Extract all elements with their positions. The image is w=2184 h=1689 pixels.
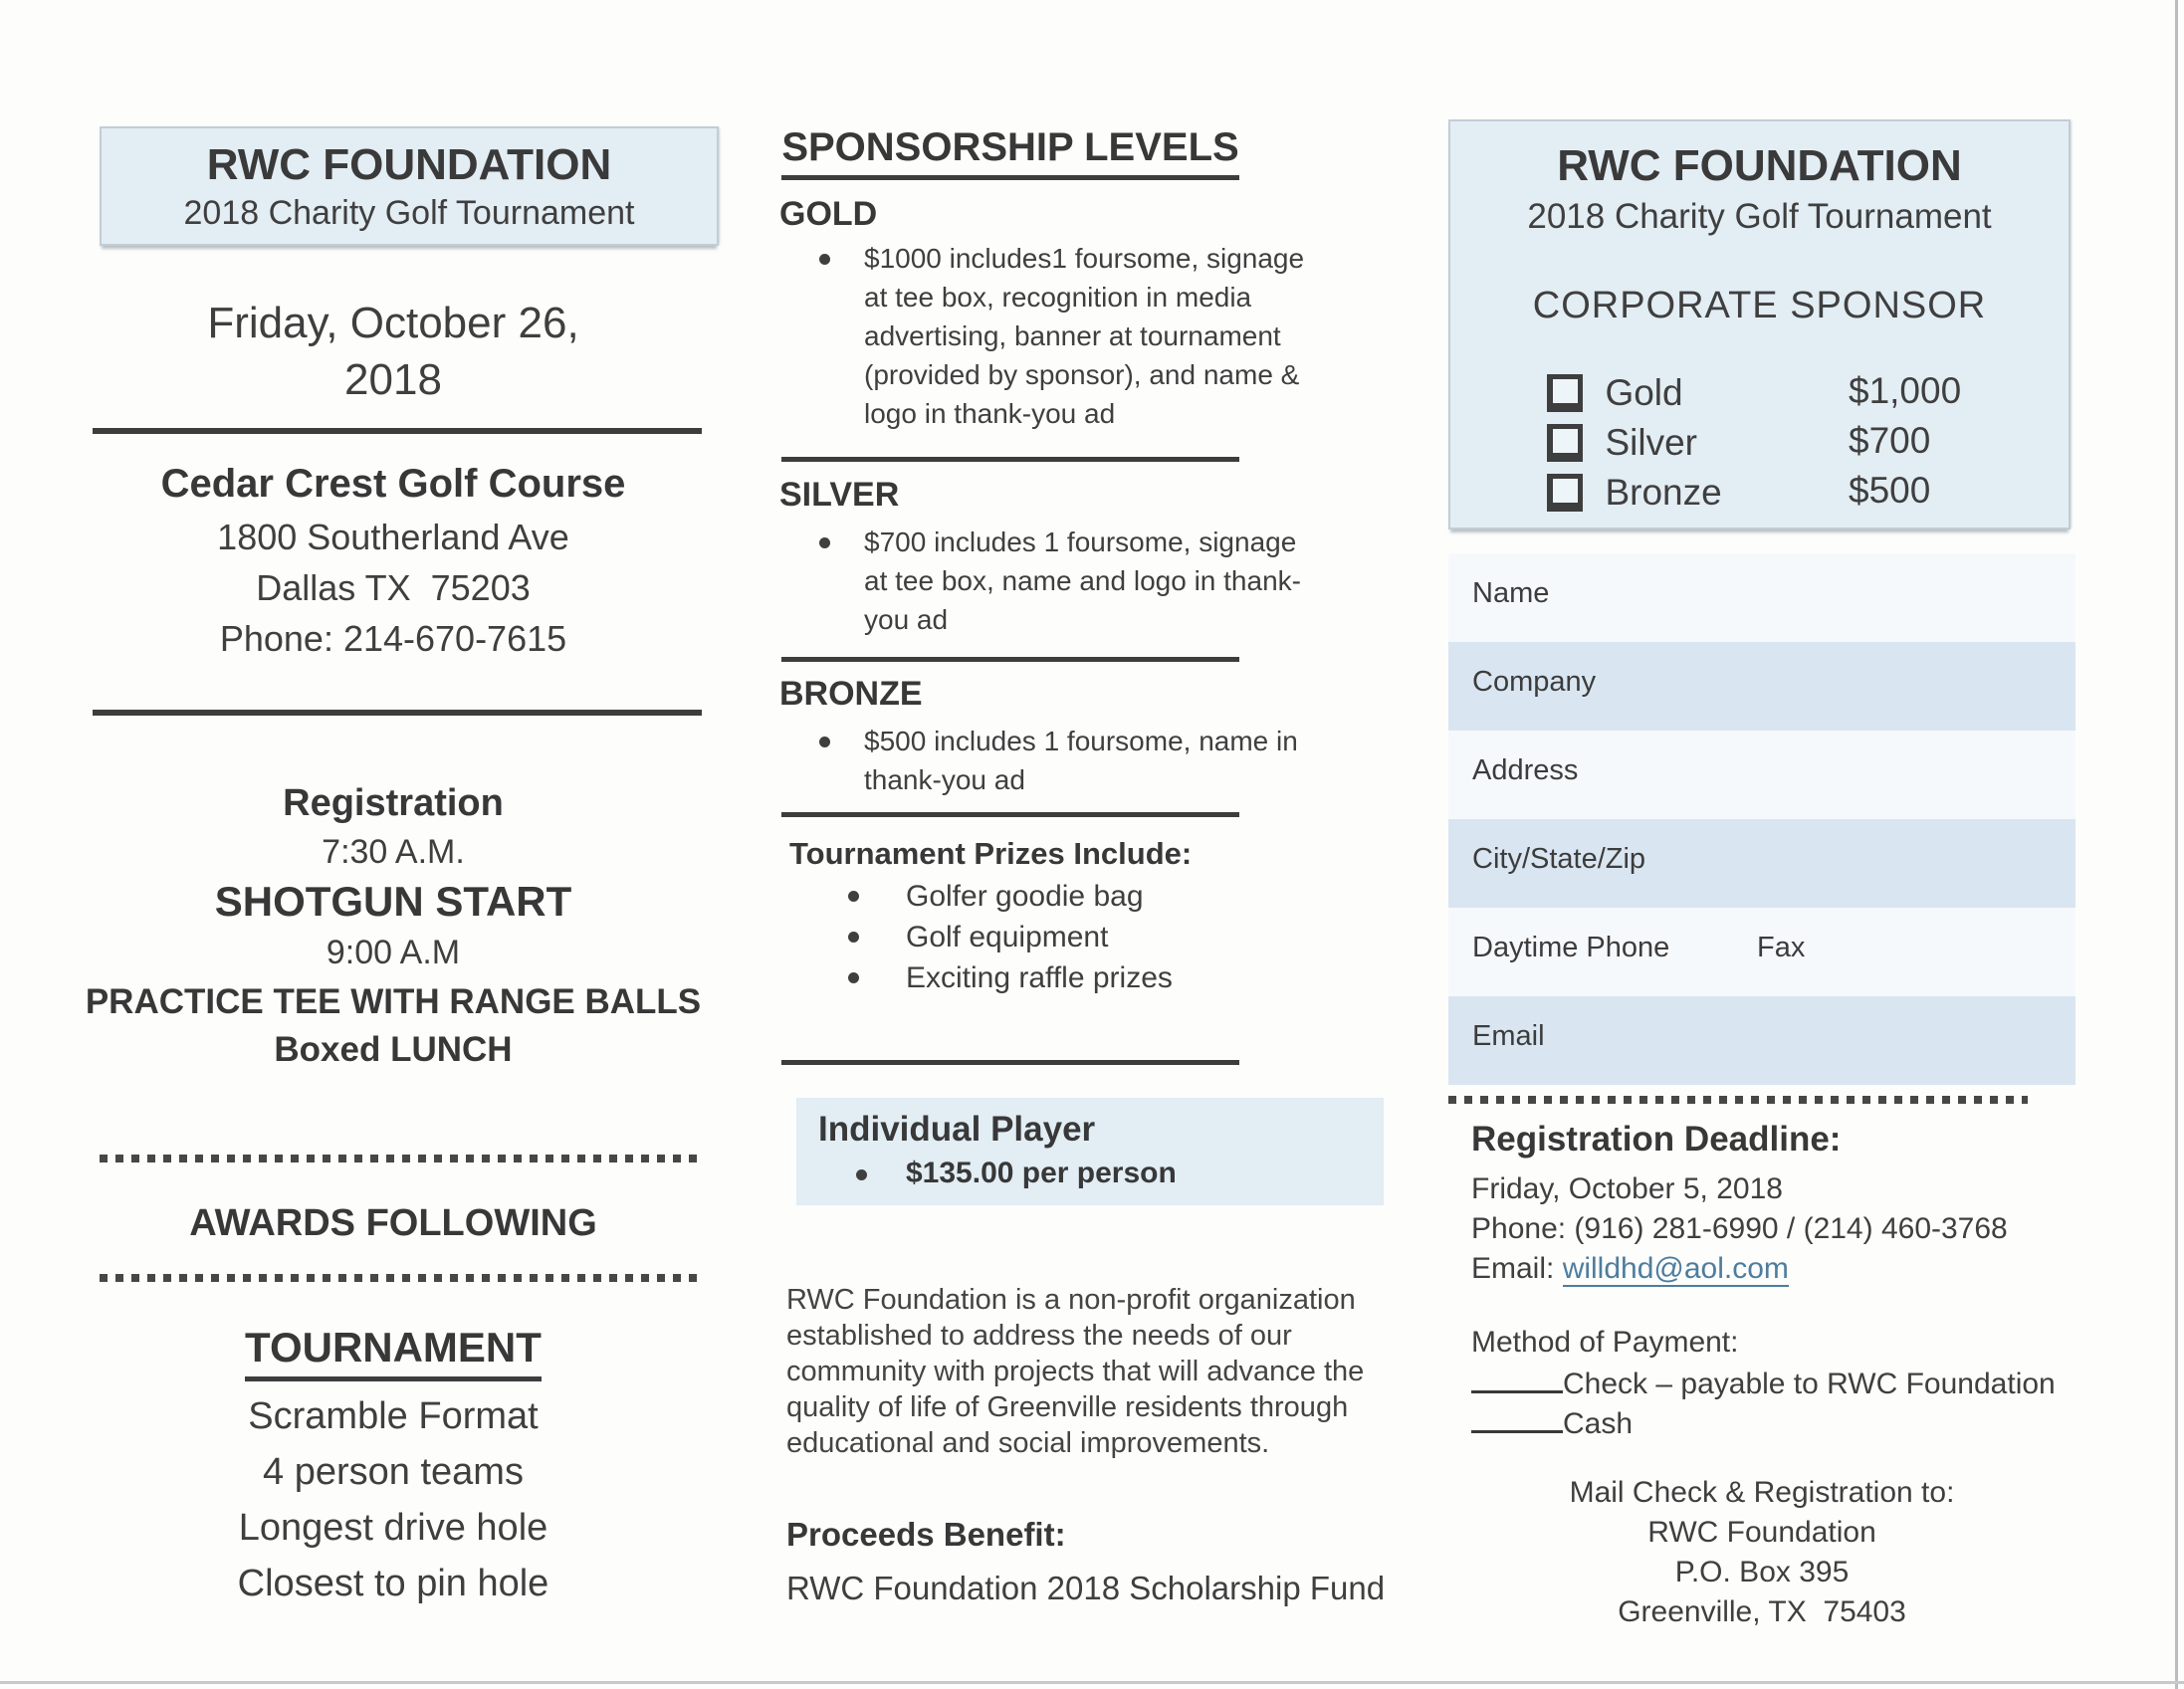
mail-block	[1448, 1473, 2075, 1632]
tournament-block	[70, 1324, 717, 1605]
boxed-lunch-line: Boxed LUNCH	[274, 1030, 513, 1069]
deadline-title: Registration Deadline:	[1471, 1120, 1842, 1159]
sponsor-option-bronze	[1547, 472, 1722, 514]
divider	[781, 457, 1239, 462]
event-date-line2: 2018	[344, 355, 442, 404]
venue-name: Cedar Crest Golf Course	[160, 462, 626, 506]
form-field-fax-label: Fax	[1757, 932, 1806, 963]
gold-line: logo in thank-you ad	[864, 398, 1116, 429]
corporate-sponsor-box	[1448, 119, 2071, 529]
awards-following: AWARDS FOLLOWING	[189, 1202, 597, 1244]
registration-form	[1448, 553, 2075, 1085]
mail-line: Greenville, TX 75403	[1618, 1595, 1906, 1628]
corporate-heading: CORPORATE SPONSOR	[1532, 285, 1987, 326]
form-field-label: Daytime Phone	[1472, 932, 1670, 963]
bronze-details	[864, 722, 1298, 799]
sponsorship-title-wrap	[781, 125, 1239, 180]
bronze-line: $500 includes 1 foursome, name in	[864, 726, 1298, 756]
venue-address2: Dallas TX 75203	[256, 567, 531, 608]
gold-line: $1000 includes1 foursome, signage	[864, 243, 1305, 274]
event-date-line1: Friday, October 26,	[207, 299, 579, 347]
divider	[781, 657, 1239, 662]
shotgun-time: 9:00 A.M	[326, 934, 461, 971]
silver-heading: SILVER	[779, 476, 900, 514]
form-field-address[interactable]	[1448, 731, 2075, 819]
about-line: quality of life of Greenville residents through	[786, 1391, 1349, 1423]
mail-line: Mail Check & Registration to:	[1569, 1476, 1955, 1509]
gold-line: at tee box, recognition in media	[864, 282, 1252, 313]
gold-line: advertising, banner at tournament	[864, 320, 1281, 351]
email-label: Email:	[1471, 1252, 1563, 1285]
mail-line: RWC Foundation	[1647, 1516, 1876, 1549]
payment-option-check[interactable]	[1471, 1368, 2056, 1401]
sponsor-option-price: $1,000	[1849, 370, 1962, 411]
individual-player-price: $135.00 per person	[906, 1157, 1177, 1189]
form-field-daytime-phone[interactable]	[1448, 908, 2075, 996]
bronze-heading: BRONZE	[779, 675, 923, 713]
silver-line: $700 includes 1 foursome, signage	[864, 527, 1297, 557]
bullet-icon	[819, 537, 830, 548]
proceeds-value: RWC Foundation 2018 Scholarship Fund	[786, 1570, 1386, 1606]
payment-title: Method of Payment:	[1471, 1326, 1739, 1359]
about-line: RWC Foundation is a non-profit organization	[786, 1284, 1356, 1316]
schedule-block	[70, 782, 717, 1070]
bullet-icon	[848, 932, 859, 943]
corporate-subtitle: 2018 Charity Golf Tournament	[1527, 197, 1992, 236]
registration-label: Registration	[283, 782, 504, 824]
venue-block	[70, 462, 717, 660]
scan-artifact-right	[2175, 0, 2178, 1689]
prizes-list	[906, 876, 1173, 998]
tournament-line: 4 person teams	[263, 1451, 524, 1493]
prize-item: Golf equipment	[906, 921, 1109, 953]
divider	[93, 428, 702, 434]
sponsor-option-price: $500	[1849, 470, 1931, 511]
divider	[93, 710, 702, 716]
payment-option-cash[interactable]	[1471, 1407, 1633, 1441]
individual-player-box	[796, 1098, 1384, 1205]
form-field-label: Company	[1472, 666, 1597, 698]
dotted-divider	[100, 1155, 697, 1162]
form-field-label: Address	[1472, 754, 1579, 786]
prize-item: Golfer goodie bag	[906, 880, 1144, 913]
about-line: community with projects that will advance the	[786, 1356, 1365, 1387]
divider	[781, 812, 1239, 817]
checkbox-icon[interactable]	[1547, 424, 1583, 462]
form-field-label: City/State/Zip	[1472, 843, 1646, 875]
bullet-icon	[848, 972, 859, 983]
tournament-line: Longest drive hole	[238, 1507, 548, 1549]
payment-blank[interactable]	[1471, 1429, 1563, 1433]
sponsor-option-silver	[1547, 422, 1697, 464]
tournament-line: Closest to pin hole	[237, 1563, 549, 1604]
sponsor-option-price: $700	[1849, 420, 1931, 461]
about-line: educational and social improvements.	[786, 1427, 1270, 1459]
practice-tee-line: PRACTICE TEE WITH RANGE BALLS	[85, 982, 702, 1021]
sponsor-option-label: Silver	[1605, 422, 1697, 463]
sponsorship-title: SPONSORSHIP LEVELS	[781, 125, 1238, 180]
silver-line: you ad	[864, 604, 949, 635]
payment-option-label: Check – payable to RWC Foundation	[1563, 1368, 2056, 1400]
registration-time: 7:30 A.M.	[322, 833, 465, 871]
dotted-divider	[1448, 1096, 2028, 1104]
form-field-city-state-zip[interactable]	[1448, 819, 2075, 908]
checkbox-icon[interactable]	[1547, 374, 1583, 412]
prizes-title: Tournament Prizes Include:	[789, 836, 1193, 871]
left-header-subtitle: 2018 Charity Golf Tournament	[183, 194, 635, 232]
payment-blank[interactable]	[1471, 1389, 1563, 1393]
form-field-company[interactable]	[1448, 642, 2075, 731]
divider	[781, 1060, 1239, 1065]
individual-player-title: Individual Player	[818, 1110, 1096, 1149]
venue-phone: Phone: 214-670-7615	[219, 618, 567, 659]
about-paragraph	[786, 1282, 1364, 1461]
venue-address1: 1800 Southerland Ave	[217, 517, 569, 557]
left-header-box	[100, 126, 719, 246]
bullet-icon	[819, 254, 830, 265]
silver-line: at tee box, name and logo in thank-	[864, 565, 1301, 596]
proceeds-label: Proceeds Benefit:	[786, 1516, 1066, 1553]
bullet-icon	[856, 1169, 867, 1180]
about-line: established to address the needs of our	[786, 1320, 1292, 1352]
form-field-label: Email	[1472, 1020, 1545, 1052]
deadline-date: Friday, October 5, 2018	[1471, 1172, 1783, 1205]
dotted-divider	[100, 1274, 697, 1282]
tournament-title: TOURNAMENT	[245, 1324, 542, 1381]
event-date	[70, 295, 717, 408]
payment-option-label: Cash	[1563, 1407, 1634, 1440]
corporate-title: RWC FOUNDATION	[1557, 141, 1962, 190]
deadline-phone: Phone: (916) 281-6990 / (214) 460-3768	[1471, 1212, 2008, 1245]
scan-artifact-bottom	[0, 1681, 2184, 1684]
shotgun-label: SHOTGUN START	[214, 878, 572, 925]
tournament-line: Scramble Format	[248, 1395, 539, 1437]
sponsor-option-label: Gold	[1605, 372, 1683, 413]
sponsor-option-gold	[1547, 372, 1683, 414]
bronze-line: thank-you ad	[864, 764, 1025, 795]
form-field-email[interactable]	[1448, 996, 2075, 1085]
checkbox-icon[interactable]	[1547, 474, 1583, 512]
form-field-label: Name	[1472, 577, 1550, 609]
bullet-icon	[848, 891, 859, 902]
prize-item: Exciting raffle prizes	[906, 961, 1173, 994]
sponsor-option-label: Bronze	[1605, 472, 1722, 513]
silver-details	[864, 523, 1301, 639]
left-header-title: RWC FOUNDATION	[206, 140, 612, 189]
deadline-email-row	[1471, 1252, 1789, 1286]
gold-details	[864, 239, 1304, 433]
mail-line: P.O. Box 395	[1674, 1556, 1850, 1588]
form-field-name[interactable]	[1448, 553, 2075, 642]
gold-heading: GOLD	[779, 195, 878, 233]
gold-line: (provided by sponsor), and name &	[864, 359, 1300, 390]
bullet-icon	[819, 737, 830, 747]
email-link[interactable]: willdhd@aol.com	[1562, 1252, 1789, 1285]
